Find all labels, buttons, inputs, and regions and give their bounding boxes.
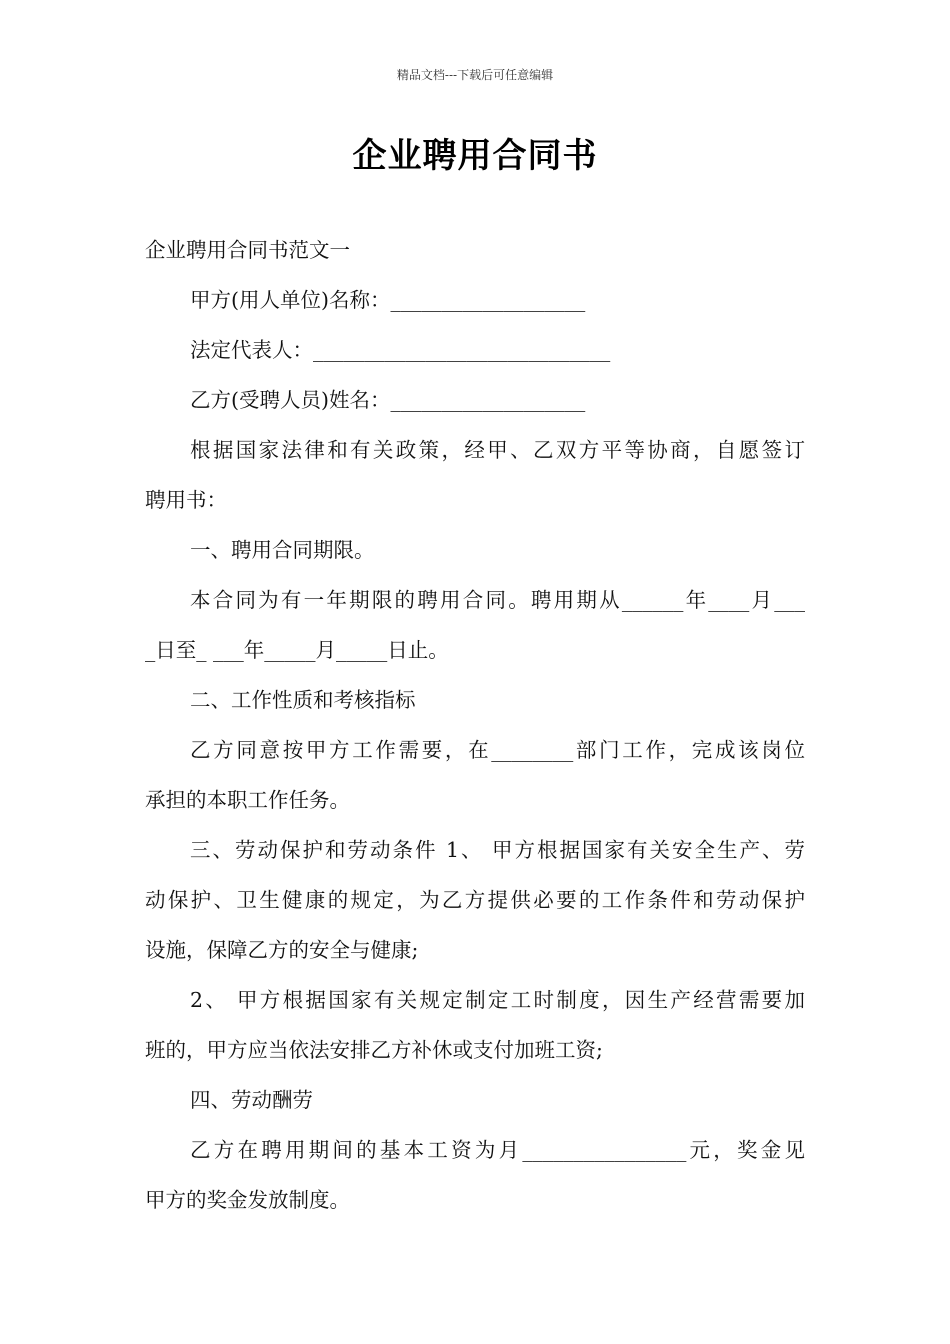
body-line: 企业聘用合同书范文一 <box>145 238 350 262</box>
body-line: 承担的本职工作任务。 <box>145 788 350 812</box>
body-line: 班的，甲方应当依法安排乙方补休或支付加班工资; <box>145 1038 603 1062</box>
body-line: 法定代表人：_____________________________ <box>190 338 611 362</box>
body-line: 甲方的奖金发放制度。 <box>145 1188 350 1212</box>
body-line: 乙方在聘用期间的基本工资为月________________元，奖金见 <box>190 1138 805 1162</box>
body-line: 本合同为有一年期限的聘用合同。聘用期从______年____月___ <box>190 588 805 612</box>
body-line: 聘用书： <box>145 488 227 512</box>
body-line: 2、 甲方根据国家有关规定制定工时制度，因生产经营需要加 <box>190 988 805 1012</box>
body-line: 动保护、卫生健康的规定，为乙方提供必要的工作条件和劳动保护 <box>145 888 805 912</box>
body-line: 根据国家法律和有关政策，经甲、乙双方平等协商，自愿签订 <box>190 438 805 462</box>
body-line: 一、聘用合同期限。 <box>190 538 375 562</box>
body-line: 甲方(用人单位)名称：___________________ <box>190 288 586 312</box>
page-header-note: 精品文档---下载后可任意编辑 <box>396 68 554 82</box>
body-line: 二、工作性质和考核指标 <box>190 688 416 712</box>
body-line: 乙方(受聘人员)姓名：___________________ <box>190 388 586 412</box>
body-line: 乙方同意按甲方工作需要，在________部门工作，完成该岗位 <box>190 738 805 762</box>
body-line: 四、劳动酬劳 <box>190 1088 313 1112</box>
document-title: 企业聘用合同书 <box>352 136 598 176</box>
body-line: 三、劳动保护和劳动条件 1、 甲方根据国家有关安全生产、劳 <box>190 838 805 862</box>
contract-body <box>145 225 805 1225</box>
body-line: 设施，保障乙方的安全与健康; <box>145 938 419 962</box>
body-line: _日至_ ___年_____月_____日止。 <box>145 638 449 662</box>
